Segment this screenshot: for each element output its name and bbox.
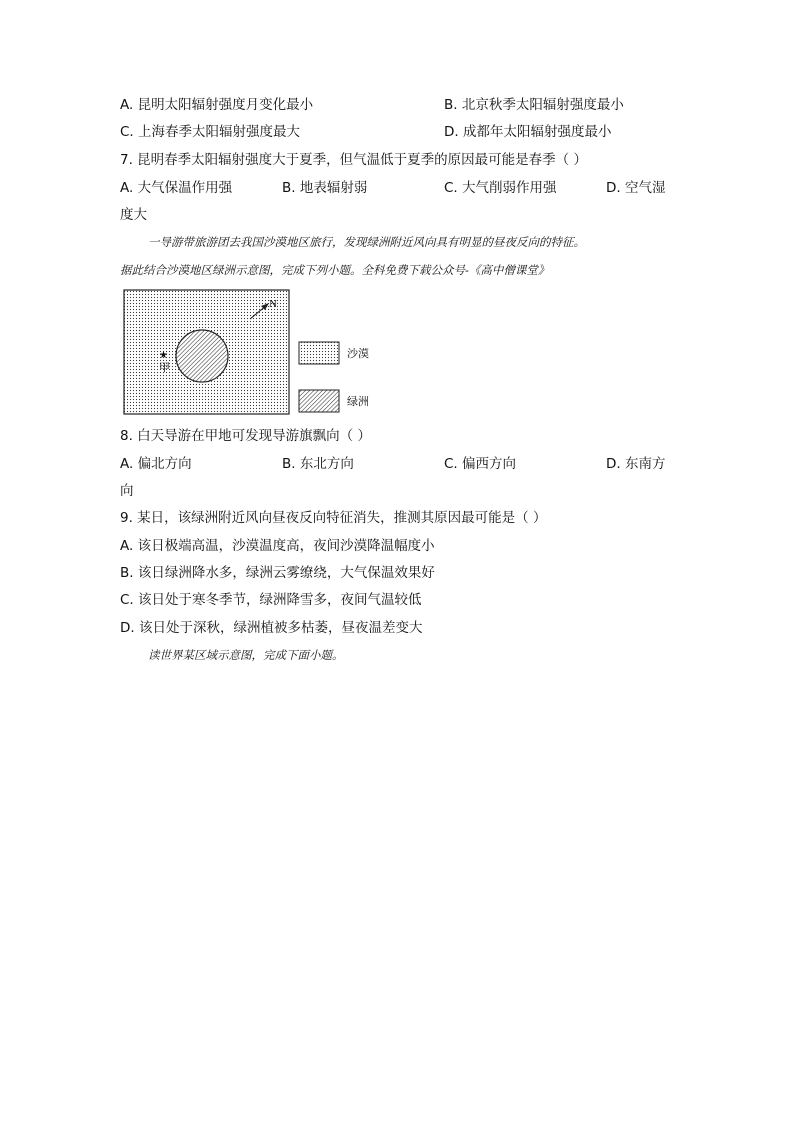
q9-option-a: A. 该日极端高温，沙漠温度高，夜间沙漠降温幅度小 — [120, 538, 435, 554]
q8-option-d-wrap: 向 — [120, 483, 134, 499]
q7-stem: 7. 昆明春季太阳辐射强度大于夏季，但气温低于夏季的原因最可能是春季（ ） — [120, 152, 587, 168]
q8-option-b: B. 东北方向 — [282, 456, 354, 472]
q8-stem: 8. 白天导游在甲地可发现导游旗飘向（ ） — [120, 428, 371, 444]
q6-option-b: B. 北京秋季太阳辐射强度最小 — [444, 97, 624, 113]
q7-option-a: A. 大气保温作用强 — [120, 180, 233, 196]
q8-option-a: A. 偏北方向 — [120, 456, 192, 472]
q8-option-d: D. 东南方 — [606, 456, 666, 472]
legend-desert-label: 沙漠 — [347, 347, 369, 360]
q9-option-b: B. 该日绿洲降水多，绿洲云雾缭绕，大气保温效果好 — [120, 565, 435, 581]
q6-option-a: A. 昆明太阳辐射强度月变化最小 — [120, 97, 314, 113]
q9-stem: 9. 某日，该绿洲附近风向昼夜反向特征消失，推测其原因最可能是（ ） — [120, 510, 547, 526]
passage-line-1: 一导游带旅游团去我国沙漠地区旅行，发现绿洲附近风向具有明显的昼夜反向的特征。 — [148, 235, 585, 249]
oasis-map-figure — [120, 287, 390, 419]
oasis-area — [176, 330, 228, 382]
q6-option-c: C. 上海春季太阳辐射强度最大 — [120, 124, 301, 140]
star-icon: ★ — [159, 350, 168, 361]
q7-option-b: B. 地表辐射弱 — [282, 180, 368, 196]
passage2: 读世界某区域示意图，完成下面小题。 — [148, 648, 344, 662]
legend-oasis-label: 绿洲 — [347, 395, 369, 408]
place-label-jia: 甲 — [159, 361, 170, 374]
legend-oasis-swatch — [299, 390, 339, 412]
q8-option-c: C. 偏西方向 — [444, 456, 517, 472]
q9-option-c: C. 该日处于寒冬季节，绿洲降雪多，夜间气温较低 — [120, 592, 422, 608]
q7-option-d-wrap: 度大 — [120, 207, 147, 223]
q7-option-d: D. 空气湿 — [606, 180, 666, 196]
north-label: N — [269, 298, 277, 310]
q9-option-d: D. 该日处于深秋，绿洲植被多枯萎，昼夜温差变大 — [120, 620, 423, 636]
q6-option-d: D. 成都年太阳辐射强度最小 — [444, 124, 612, 140]
passage-line-2: 据此结合沙漠地区绿洲示意图，完成下列小题。全科免费下载公众号-《高中僧课堂》 — [120, 263, 550, 277]
q7-option-c: C. 大气削弱作用强 — [444, 180, 557, 196]
legend-desert-swatch — [299, 342, 339, 364]
